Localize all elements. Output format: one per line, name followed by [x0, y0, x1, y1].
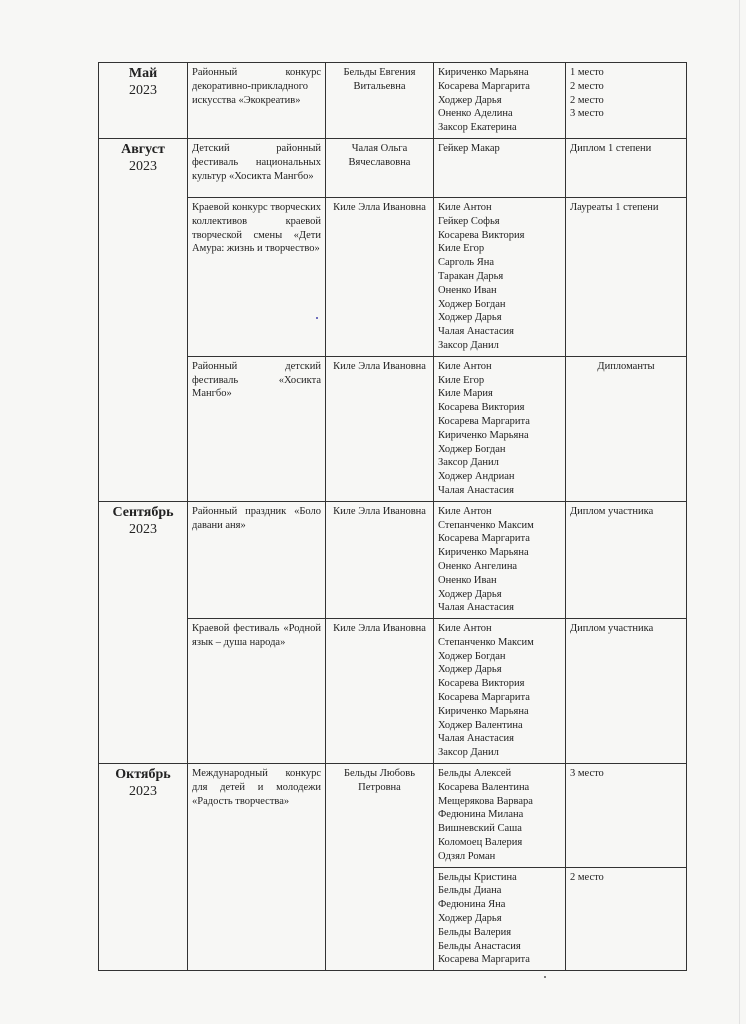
- participant-name: Киле Мария: [438, 388, 493, 400]
- participant-name: Кириченко Марьяна: [438, 547, 529, 559]
- participant-name: Бельды Кристина: [438, 871, 517, 883]
- participant-name: Ходжер Валентина: [438, 719, 523, 731]
- month-year: 2023: [129, 83, 157, 98]
- participant-name: Косарева Маргарита: [438, 533, 530, 545]
- participants-cell: [434, 867, 566, 971]
- result-item: Диплом участника: [570, 623, 654, 635]
- result-cell: [566, 867, 687, 971]
- result-cell: [566, 197, 687, 356]
- leader-cell: Киле Элла Ивановна: [326, 619, 434, 764]
- participant-name: Ходжер Богдан: [438, 650, 506, 662]
- participant-name: Оненко Иван: [438, 284, 497, 296]
- month-name: Октябрь: [115, 767, 171, 783]
- participant-name: Чалая Анастасия: [438, 326, 514, 338]
- leader-cell: Бельды Любовь Петровна: [326, 764, 434, 971]
- participant-name: Киле Антон: [438, 360, 492, 372]
- event-cell: Районный конкурс декоративно-прикладного искусства «Экокреатив»: [188, 63, 326, 139]
- participants-cell: [434, 138, 566, 197]
- event-cell: Международный конкурс для детей и молодежи «Радость творчества»: [188, 764, 326, 971]
- participant-name: Бельды Анастасия: [438, 940, 521, 952]
- participant-name: Ходжер Дарья: [438, 664, 502, 676]
- result-item: 3 место: [570, 108, 604, 120]
- scan-speck: [544, 976, 546, 978]
- participant-name: Косарева Виктория: [438, 402, 525, 414]
- result-item: Дипломанты: [597, 360, 655, 372]
- month-name: Сентябрь: [112, 504, 174, 520]
- participants-cell: [434, 764, 566, 868]
- participant-name: Кириченко Марьяна: [438, 429, 529, 441]
- result-cell: [566, 501, 687, 618]
- participant-name: Ходжер Дарья: [438, 312, 502, 324]
- event-cell: Районный детский фестиваль «Хосикта Мангбо»: [188, 356, 326, 501]
- participant-name: Заксор Данил: [438, 747, 499, 759]
- month-cell: [99, 63, 188, 139]
- result-item: Диплом 1 степени: [570, 142, 652, 154]
- participant-name: Киле Антон: [438, 505, 492, 517]
- participant-name: Киле Егор: [438, 374, 485, 386]
- participant-name: Киле Антон: [438, 623, 492, 635]
- result-cell: [566, 138, 687, 197]
- scan-speck: [316, 317, 318, 319]
- result-cell: [566, 619, 687, 764]
- participant-name: Заксор Екатерина: [438, 122, 517, 134]
- participant-name: Федюнина Милана: [438, 809, 524, 821]
- participant-name: Оненко Ангелина: [438, 560, 518, 572]
- participant-name: Косарева Маргарита: [438, 954, 530, 966]
- participant-name: Чалая Анастасия: [438, 733, 514, 745]
- table-row: [99, 197, 687, 356]
- participant-name: Косарева Виктория: [438, 678, 525, 690]
- month-year: 2023: [129, 521, 157, 537]
- result-item: 2 место: [570, 80, 604, 92]
- participants-cell: [434, 501, 566, 618]
- participant-name: Ходжер Дарья: [438, 588, 502, 600]
- participant-name: Заксор Данил: [438, 457, 499, 469]
- event-cell: Детский районный фестиваль национальных культур «Хосикта Мангбо»: [188, 138, 326, 197]
- participant-name: Одзял Роман: [438, 850, 496, 862]
- participant-name: Бельды Диана: [438, 885, 502, 897]
- participant-name: Сарголь Яна: [438, 257, 495, 269]
- participant-name: Косарева Маргарита: [438, 415, 530, 427]
- participant-name: Коломоец Валерия: [438, 837, 523, 849]
- event-cell: Краевой фестиваль «Родной язык – душа народа»: [188, 619, 326, 764]
- participant-name: Косарева Маргарита: [438, 692, 530, 704]
- participant-name: Степанченко Максим: [438, 519, 534, 531]
- leader-cell: Киле Элла Ивановна: [326, 501, 434, 618]
- result-cell: [566, 63, 687, 139]
- participant-name: Ходжер Богдан: [438, 443, 506, 455]
- awards-table: [98, 62, 687, 971]
- participants-cell: [434, 619, 566, 764]
- leader-cell: Бельды Евгения Витальевна: [326, 63, 434, 139]
- participant-name: Оненко Иван: [438, 574, 497, 586]
- page-edge-shadow: [739, 0, 740, 1024]
- leader-cell: Чалая Ольга Вячеславовна: [326, 138, 434, 197]
- participant-name: Киле Егор: [438, 243, 485, 255]
- participant-name: Ходжер Дарья: [438, 94, 502, 106]
- result-item: Диплом участника: [570, 505, 654, 517]
- result-item: 2 место: [570, 871, 604, 883]
- participant-name: Гейкер Макар: [438, 142, 500, 154]
- participant-name: Ходжер Богдан: [438, 298, 506, 310]
- event-cell: Краевой конкурс творческих коллективов краевой творческой смены «Дети Амура: жизнь и творчество»: [188, 197, 326, 356]
- participant-name: Кириченко Марьяна: [438, 67, 529, 78]
- participant-name: Таракан Дарья: [438, 270, 504, 282]
- month-cell: [99, 501, 188, 763]
- participant-name: Гейкер Софья: [438, 215, 500, 227]
- participant-name: Бельды Алексей: [438, 768, 512, 780]
- result-item: 3 место: [570, 768, 604, 780]
- month-name: Май: [128, 66, 158, 81]
- participants-cell: [434, 356, 566, 501]
- participants-cell: [434, 197, 566, 356]
- month-year: 2023: [129, 158, 157, 174]
- participant-name: Федюнина Яна: [438, 899, 506, 911]
- participant-name: Чалая Анастасия: [438, 484, 514, 496]
- result-cell: [566, 356, 687, 501]
- participants-cell: [434, 63, 566, 139]
- participant-name: Косарева Виктория: [438, 229, 525, 241]
- table-row: [99, 63, 687, 139]
- participant-name: Оненко Аделина: [438, 108, 513, 120]
- table-row: [99, 138, 687, 197]
- leader-cell: Киле Элла Ивановна: [326, 356, 434, 501]
- participant-name: Вишневский Саша: [438, 823, 522, 835]
- table-row: [99, 501, 687, 618]
- participant-name: Киле Антон: [438, 201, 492, 213]
- leader-cell: Киле Элла Ивановна: [326, 197, 434, 356]
- result-cell: [566, 764, 687, 868]
- participant-name: Степанченко Максим: [438, 636, 534, 648]
- participant-name: Косарева Маргарита: [438, 80, 530, 92]
- participant-name: Заксор Данил: [438, 339, 499, 351]
- result-item: 2 место: [570, 94, 604, 106]
- participant-name: Ходжер Андриан: [438, 471, 515, 483]
- month-cell: [99, 138, 188, 501]
- month-cell: [99, 764, 188, 971]
- result-item: Лауреаты 1 степени: [570, 201, 659, 213]
- table-row: [99, 619, 687, 764]
- event-cell: Районный праздник «Боло давани аня»: [188, 501, 326, 618]
- table-row: [99, 356, 687, 501]
- participant-name: Бельды Валерия: [438, 926, 512, 938]
- participant-name: Ходжер Дарья: [438, 913, 502, 925]
- participant-name: Кириченко Марьяна: [438, 705, 529, 717]
- table-row: [99, 764, 687, 868]
- participant-name: Чалая Анастасия: [438, 602, 514, 614]
- participant-name: Косарева Валентина: [438, 781, 530, 793]
- participant-name: Мещерякова Варвара: [438, 795, 533, 807]
- month-year: 2023: [129, 784, 157, 800]
- result-item: 1 место: [570, 67, 604, 78]
- month-name: Август: [121, 141, 165, 157]
